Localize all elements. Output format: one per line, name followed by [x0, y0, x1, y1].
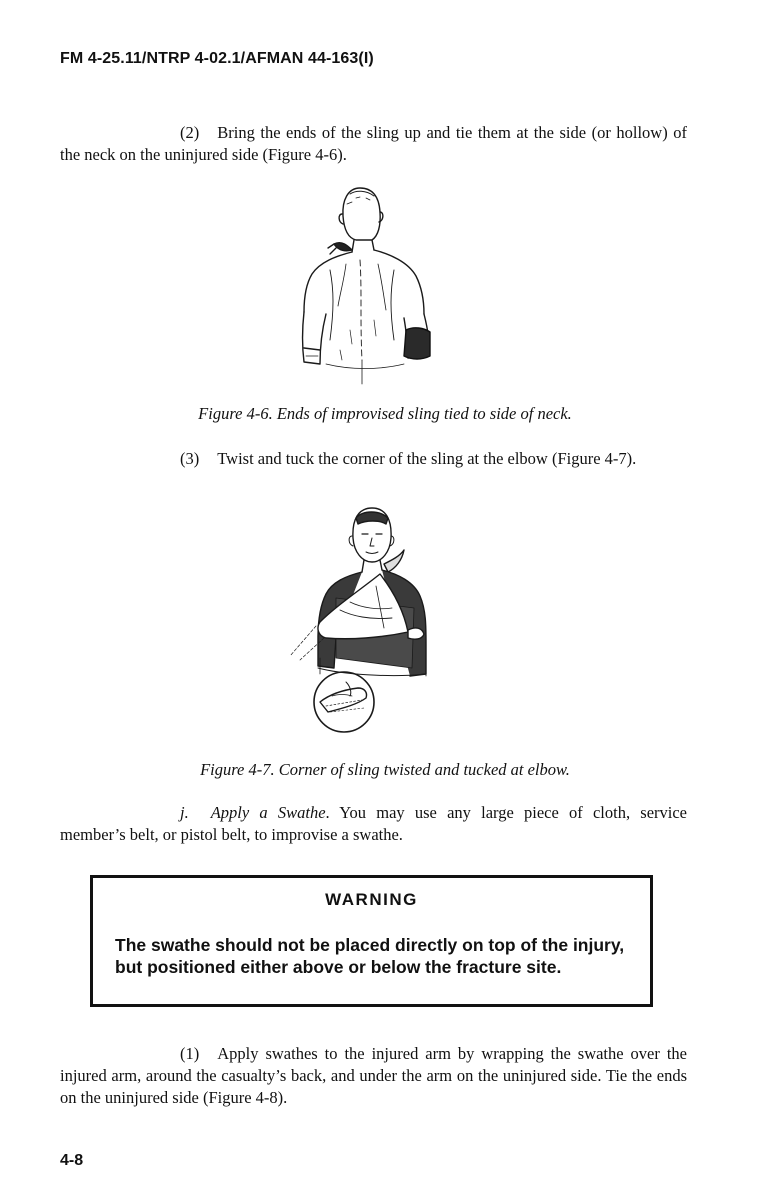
- step-number: (2): [180, 123, 200, 142]
- step-number: (3): [180, 449, 200, 468]
- page-number: 4-8: [60, 1152, 84, 1169]
- subsection-title-period: .: [325, 803, 340, 822]
- step-number: (1): [180, 1044, 200, 1063]
- warning-text: The swathe should not be placed directly on top of the injury, but positioned either above or below the fracture site.: [115, 935, 625, 977]
- running-head: FM 4-25.11/NTRP 4-02.1/AFMAN 44-163(I): [60, 50, 374, 67]
- warning-title: WARNING: [325, 890, 418, 909]
- figure-4-7-illustration: [280, 498, 445, 744]
- paragraph-step-2: [60, 122, 687, 166]
- paragraph-apply-swathe: [60, 802, 687, 846]
- step-text: Bring the ends of the sling up and tie them at the side (or hollow) of the neck on the uninjured side (Figure 4-6).: [60, 123, 687, 164]
- paragraph-step-3: [60, 448, 687, 470]
- figure-4-6-illustration: [290, 180, 440, 390]
- step-text: Apply swathes to the injured arm by wrapping the swathe over the injured arm, around the casualty’s back, and under the arm on the uninjured side. Tie the ends on the uninjured side (Figure 4-8).: [60, 1044, 687, 1107]
- subsection-text: You may use any large piece of cloth, service member’s belt, or pistol belt, to improvise a swathe.: [60, 803, 688, 844]
- figure-4-7-caption: Figure 4-7. Corner of sling twisted and tucked at elbow.: [200, 760, 570, 779]
- subsection-title: Apply a Swathe: [210, 803, 326, 822]
- figure-4-6-caption: Figure 4-6. Ends of improvised sling tied to side of neck.: [198, 404, 572, 423]
- step-text: Twist and tuck the corner of the sling at the elbow (Figure 4-7).: [217, 449, 637, 468]
- warning-box: [90, 875, 653, 1007]
- subsection-label: j.: [180, 803, 189, 822]
- paragraph-swathe-step-1: [60, 1043, 687, 1109]
